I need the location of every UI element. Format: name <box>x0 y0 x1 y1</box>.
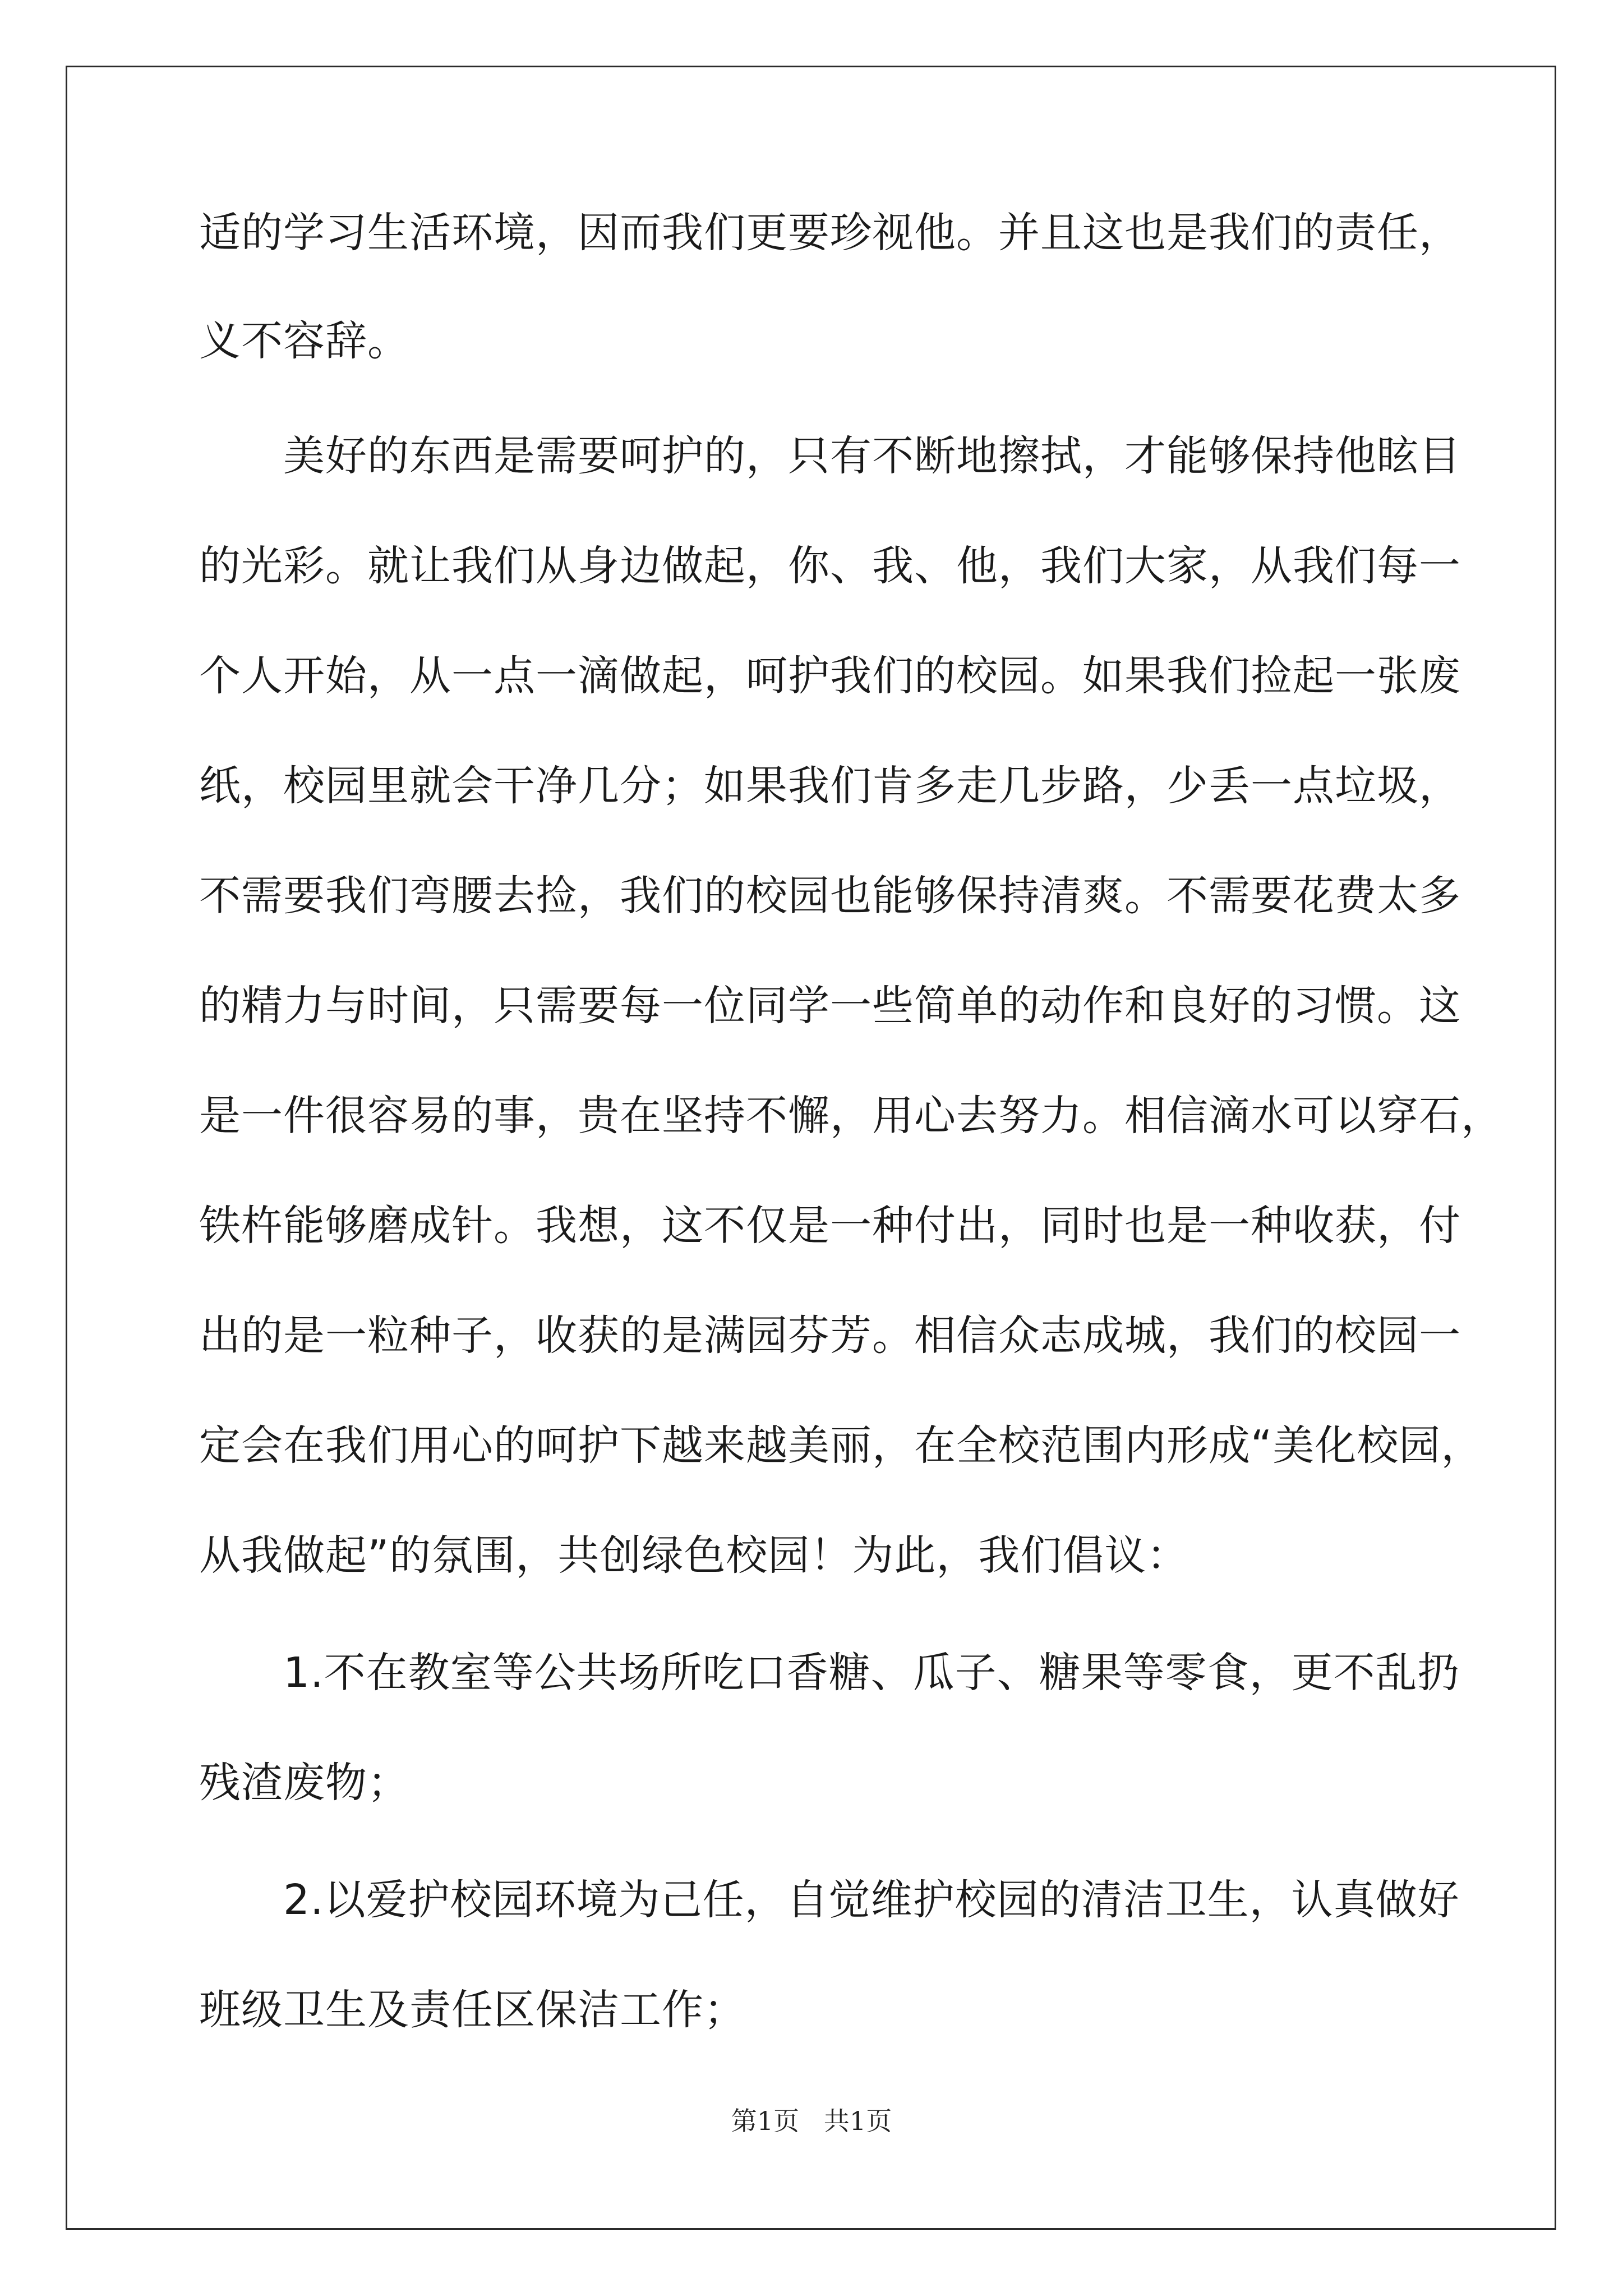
text-line: 班级卫生及责任区保洁工作； <box>199 1986 746 2034</box>
text-line: 是一件很容易的事，贵在坚持不懈，用心去努力。相信滴水可以穿石， <box>199 1092 1503 1140</box>
text-line: 从我做起”的氛围，共创绿色校园！为此，我们倡议： <box>199 1531 1189 1580</box>
text-line: 纸，校园里就会干净几分；如果我们肯多走几步路，少丢一点垃圾， <box>199 762 1461 810</box>
text-line: 残渣废物； <box>199 1759 409 1807</box>
text-line: 不需要我们弯腰去捡，我们的校园也能够保持清爽。不需要花费太多 <box>199 872 1461 920</box>
text-line: 个人开始，从一点一滴做起，呵护我们的校园。如果我们捡起一张废 <box>199 652 1461 700</box>
paragraph-start-line: 美好的东西是需要呵护的，只有不断地擦拭，才能够保持他眩目 <box>283 432 1461 480</box>
text-line: 适的学习生活环境，因而我们更要珍视他。并且这也是我们的责任， <box>199 209 1461 257</box>
text-line: 铁杵能够磨成针。我想，这不仅是一种付出，同时也是一种收获，付 <box>199 1202 1461 1250</box>
text-line: 定会在我们用心的呵护下越来越美丽，在全校范围内形成“美化校园， <box>199 1421 1483 1470</box>
list-item-line: 1.不在教室等公共场所吃口香糖、瓜子、糖果等零食，更不乱扔 <box>283 1649 1460 1697</box>
text-line: 的精力与时间，只需要每一位同学一些简单的动作和良好的习惯。这 <box>199 982 1461 1030</box>
text-line: 的光彩。就让我们从身边做起，你、我、他，我们大家，从我们每一 <box>199 542 1461 590</box>
text-line: 义不容辞。 <box>199 317 409 365</box>
text-line: 出的是一粒种子，收获的是满园芬芳。相信众志成城，我们的校园一 <box>199 1312 1461 1360</box>
page-number-footer: 第1页 共1页 <box>731 2106 892 2136</box>
list-item-line: 2.以爱护校园环境为己任，自觉维护校园的清洁卫生，认真做好 <box>283 1876 1460 1924</box>
